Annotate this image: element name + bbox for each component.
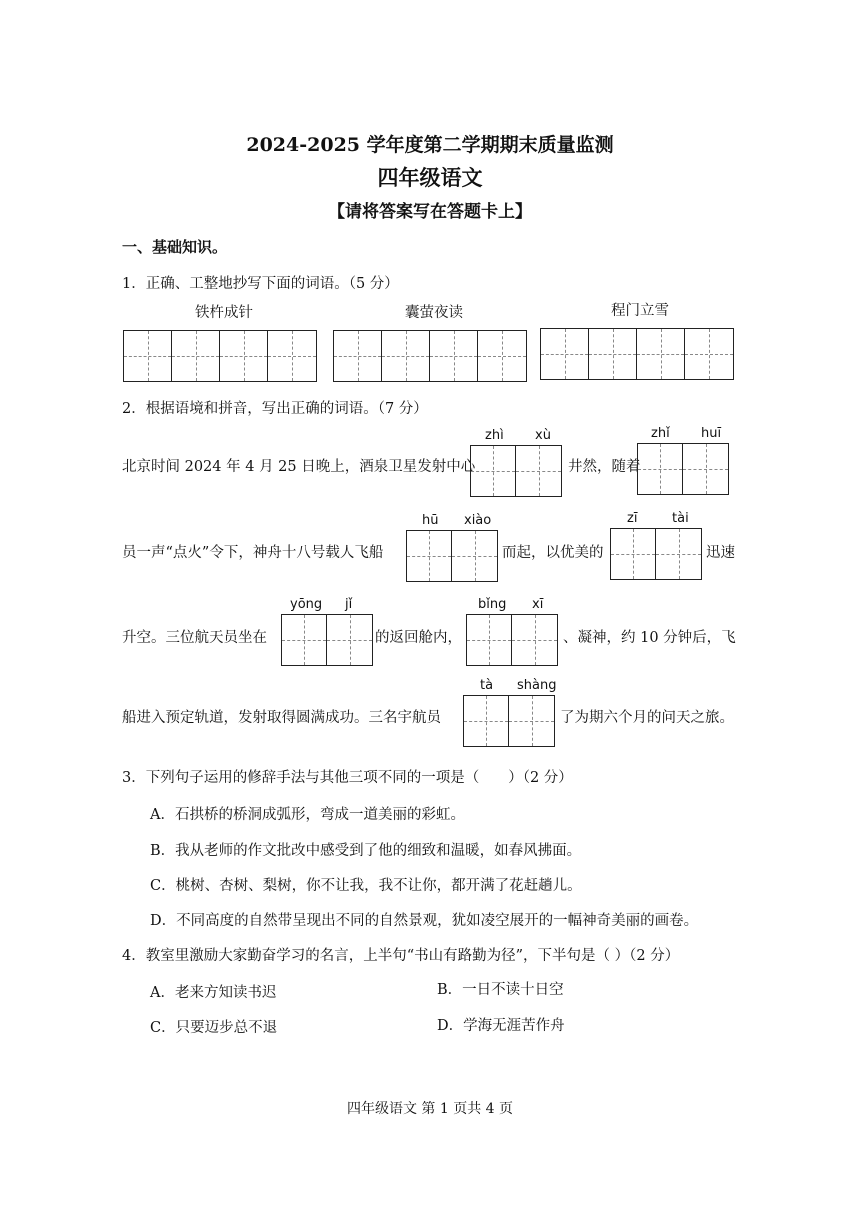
grid-cell[interactable] <box>268 331 316 381</box>
exam-subtitle: 四年级语文 <box>377 165 483 190</box>
pinyin: huī <box>701 426 722 441</box>
answer-box-yongji[interactable] <box>281 614 373 666</box>
passage-line-3b: 的返回舱内， <box>375 630 462 646</box>
grid-cell[interactable] <box>407 531 452 581</box>
copy-grid-3[interactable] <box>540 328 734 380</box>
page-footer: 四年级语文 第 1 页共 4 页 <box>346 1101 514 1117</box>
grid-cell[interactable] <box>430 331 478 381</box>
pinyin: xù <box>535 428 551 443</box>
grid-cell[interactable] <box>638 444 683 494</box>
passage-line-4a: 船进入预定轨道，发射取得圆满成功。三名宇航员 <box>122 710 441 726</box>
pinyin: xī <box>532 597 544 612</box>
grid-cell[interactable] <box>282 615 327 665</box>
question-4-stem: 4．教室里激励大家勤奋学习的名言，上半句“书山有路勤为径”，下半句是（ ）（2 分） <box>122 948 680 964</box>
pinyin: zī <box>627 511 638 526</box>
grid-cell[interactable] <box>327 615 372 665</box>
passage-line-1b: 井然，随着 <box>568 459 641 475</box>
copy-grid-1[interactable] <box>123 330 317 382</box>
grid-cell[interactable] <box>516 446 561 496</box>
pinyin: tà <box>480 678 494 693</box>
option-c[interactable]: C．桃树、杏树、梨树，你不让我，我不让你，都开满了花赶趟儿。 <box>150 878 582 894</box>
grid-cell[interactable] <box>471 446 516 496</box>
grid-cell[interactable] <box>509 696 554 746</box>
passage-line-3a: 升空。三位航天员坐在 <box>122 630 267 646</box>
grid-cell[interactable] <box>656 529 701 579</box>
question-3-stem: 3．下列句子运用的修辞手法与其他三项不同的一项是（ ）（2 分） <box>122 770 573 786</box>
grid-cell[interactable] <box>637 329 685 379</box>
grid-cell[interactable] <box>589 329 637 379</box>
passage-line-2c: 迅速 <box>706 545 735 561</box>
word-label-3: 程门立雪 <box>611 303 669 319</box>
section-heading: 一、基础知识。 <box>122 238 228 256</box>
pinyin: jǐ <box>345 597 353 612</box>
pinyin: bǐng <box>478 597 507 612</box>
grid-cell[interactable] <box>452 531 497 581</box>
grid-cell[interactable] <box>685 329 733 379</box>
answer-box-zhihui[interactable] <box>637 443 729 495</box>
grid-cell[interactable] <box>220 331 268 381</box>
grid-cell[interactable] <box>464 696 509 746</box>
pinyin: shàng <box>517 678 557 693</box>
pinyin: xiào <box>464 513 492 528</box>
option-d[interactable]: D．不同高度的自然带呈现出不同的自然景观，犹如凌空展开的一幅神奇美丽的画卷。 <box>150 913 699 929</box>
grid-cell[interactable] <box>541 329 589 379</box>
grid-cell[interactable] <box>611 529 656 579</box>
grid-cell[interactable] <box>512 615 557 665</box>
passage-line-2b: 而起，以优美的 <box>502 545 604 561</box>
answer-box-tashang[interactable] <box>463 695 555 747</box>
grid-cell[interactable] <box>334 331 382 381</box>
word-label-1: 铁杵成针 <box>195 305 253 321</box>
passage-line-1a: 北京时间 2024 年 4 月 25 日晚上，酒泉卫星发射中心 <box>122 459 476 475</box>
option-a[interactable]: A．老来方知读书迟 <box>150 985 277 1001</box>
question-2-stem: 2．根据语境和拼音，写出正确的词语。（7 分） <box>122 401 428 417</box>
grid-cell[interactable] <box>467 615 512 665</box>
copy-grid-2[interactable] <box>333 330 527 382</box>
option-b[interactable]: B．一日不读十日空 <box>437 982 564 998</box>
pinyin: hū <box>422 513 439 528</box>
option-d[interactable]: D．学海无涯苦作舟 <box>437 1018 565 1034</box>
option-c[interactable]: C．只要迈步总不退 <box>150 1020 278 1036</box>
pinyin: yōng <box>290 597 323 612</box>
option-b[interactable]: B．我从老师的作文批改中感受到了他的细致和温暖，如春风拂面。 <box>150 843 582 859</box>
question-1-stem: 1．正确、工整地抄写下面的词语。（5 分） <box>122 276 399 292</box>
answer-notice: 【请将答案写在答题卡上】 <box>328 202 532 222</box>
grid-cell[interactable] <box>683 444 728 494</box>
pinyin: tài <box>672 511 689 526</box>
answer-box-huxiao[interactable] <box>406 530 498 582</box>
answer-box-bingxi[interactable] <box>466 614 558 666</box>
pinyin: zhì <box>485 428 504 443</box>
option-a[interactable]: A．石拱桥的桥洞成弧形，弯成一道美丽的彩虹。 <box>150 807 465 823</box>
answer-box-zitai[interactable] <box>610 528 702 580</box>
passage-line-2a: 员一声“点火”令下，神舟十八号载人飞船 <box>122 545 384 561</box>
passage-line-3c: 、凝神，约 10 分钟后，飞 <box>563 630 736 646</box>
exam-title: 2024-2025 学年度第二学期期末质量监测 <box>246 134 614 156</box>
grid-cell[interactable] <box>172 331 220 381</box>
answer-box-zhixu[interactable] <box>470 445 562 497</box>
grid-cell[interactable] <box>124 331 172 381</box>
word-label-2: 囊萤夜读 <box>405 305 463 321</box>
grid-cell[interactable] <box>382 331 430 381</box>
passage-line-4b: 了为期六个月的问天之旅。 <box>560 710 734 726</box>
pinyin: zhǐ <box>651 426 670 441</box>
grid-cell[interactable] <box>478 331 526 381</box>
